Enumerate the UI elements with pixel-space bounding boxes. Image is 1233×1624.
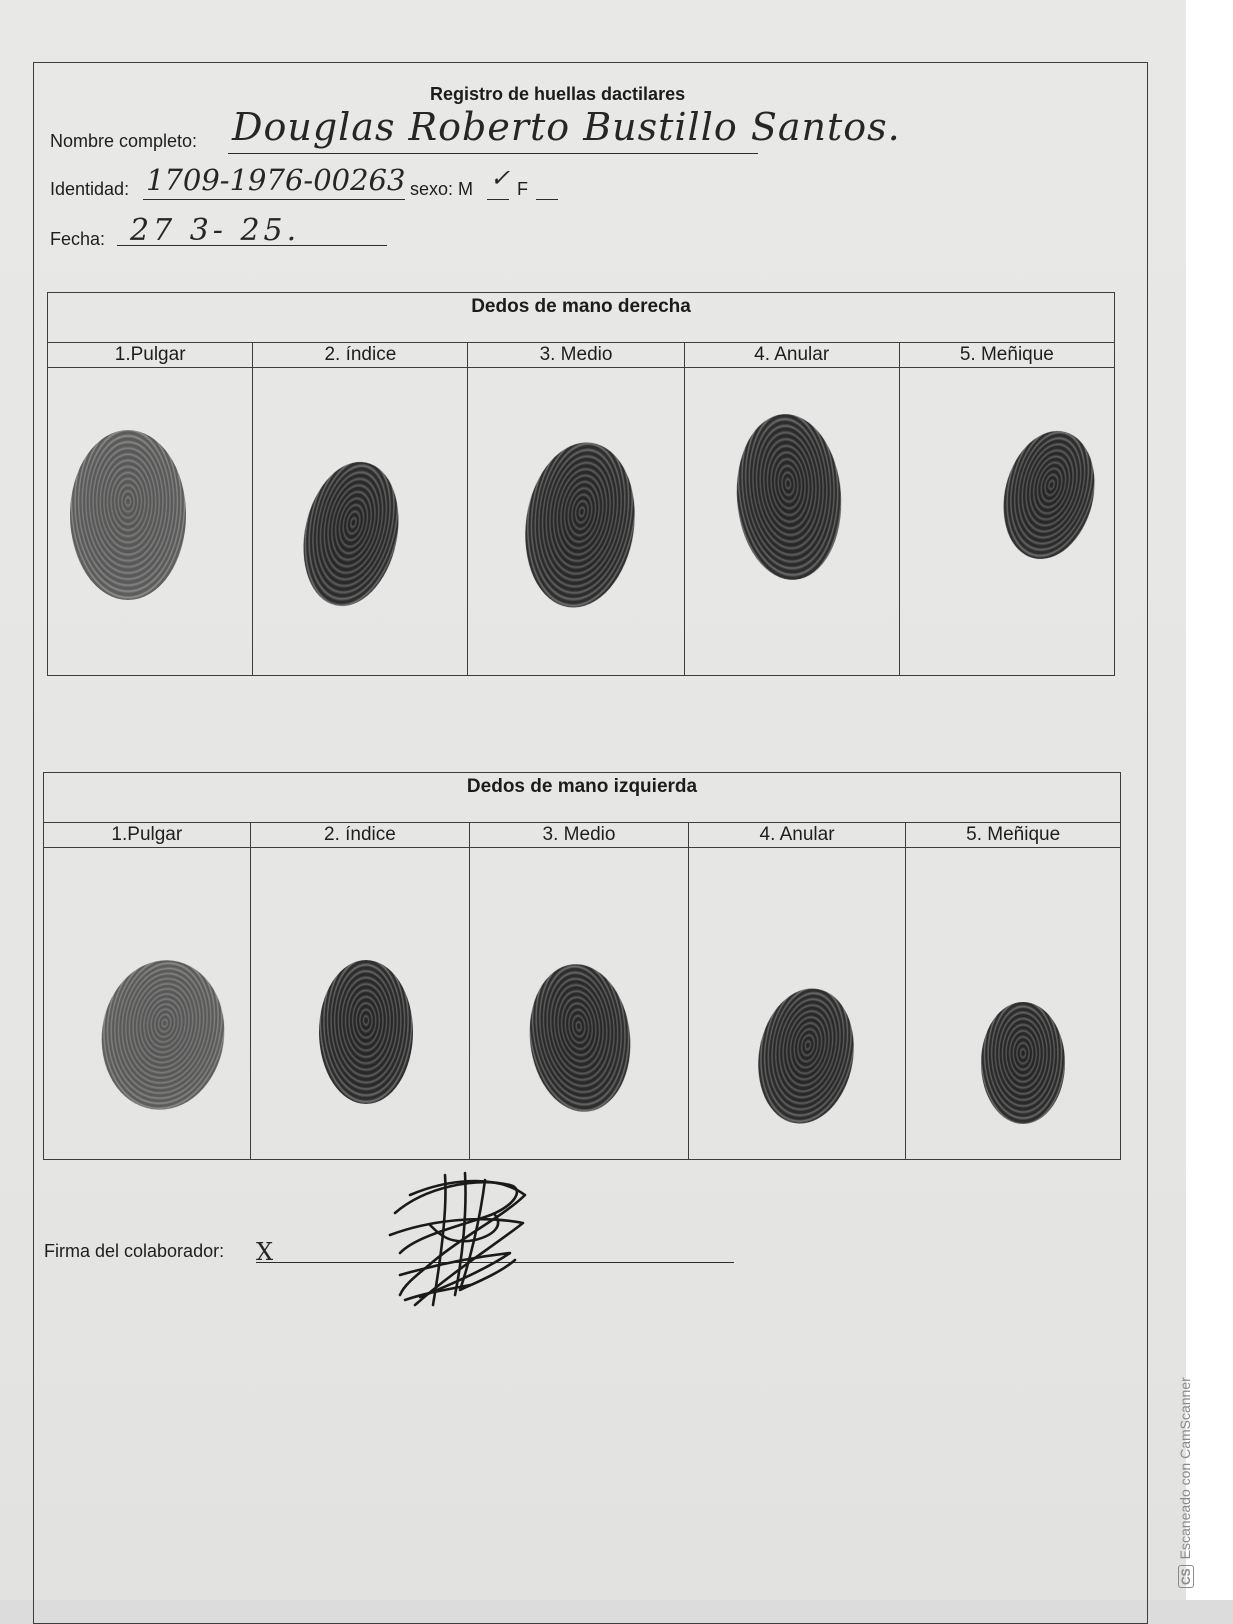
left-little-cell — [906, 848, 1121, 1160]
identity-value: 1709-1976-00263 — [146, 163, 406, 197]
left-ring-fingerprint — [748, 981, 864, 1131]
sex-label: sexo: M — [410, 179, 474, 199]
left-ring-label: 4. Anular — [688, 823, 906, 848]
left-ring-cell — [688, 848, 906, 1160]
left-hand-table — [43, 772, 1121, 1160]
identity-underline — [143, 199, 405, 200]
document-title: Registro de huellas dactilares — [430, 84, 686, 104]
right-index-label: 2. índice — [253, 343, 468, 368]
left-index-label: 2. índice — [250, 823, 470, 848]
left-thumb-fingerprint — [92, 952, 234, 1118]
left-middle-label: 3. Medio — [470, 823, 689, 848]
right-hand-table — [47, 292, 1115, 676]
right-little-label: 5. Meñique — [899, 343, 1114, 368]
date-label: Fecha: — [50, 229, 106, 249]
date-value: 27 3- 25. — [130, 213, 301, 248]
sex-f-label: F — [517, 179, 528, 199]
right-ring-fingerprint — [731, 411, 846, 584]
right-thumb-label: 1.Pulgar — [48, 343, 253, 368]
sex-m-underline — [487, 199, 509, 200]
left-middle-fingerprint — [523, 959, 638, 1117]
identity-label: Identidad: — [50, 179, 130, 199]
camscanner-logo-icon: CS — [1178, 1565, 1194, 1588]
watermark-text: Escaneado con CamScanner — [1177, 1377, 1193, 1560]
signature-label: Firma del colaborador: — [44, 1241, 225, 1261]
left-middle-cell — [470, 848, 689, 1160]
camscanner-watermark — [1177, 1377, 1194, 1588]
left-thumb-cell — [44, 848, 251, 1160]
right-middle-cell — [468, 368, 684, 676]
right-thumb-cell — [48, 368, 253, 676]
right-index-cell — [253, 368, 468, 676]
name-label: Nombre completo: — [50, 131, 198, 151]
right-middle-label: 3. Medio — [468, 343, 684, 368]
sex-f-underline — [536, 199, 558, 200]
scan-margin — [1186, 0, 1233, 1600]
right-middle-fingerprint — [515, 435, 645, 614]
right-index-fingerprint — [291, 453, 411, 615]
left-hand-heading: Dedos de mano izquierda — [44, 773, 1121, 823]
right-thumb-fingerprint — [70, 430, 186, 600]
left-index-cell — [250, 848, 470, 1160]
left-little-label: 5. Meñique — [906, 823, 1121, 848]
name-underline — [228, 153, 758, 154]
left-thumb-label: 1.Pulgar — [44, 823, 251, 848]
left-little-fingerprint — [981, 1002, 1065, 1124]
left-index-fingerprint — [319, 960, 413, 1104]
right-little-fingerprint — [990, 421, 1107, 568]
right-hand-heading: Dedos de mano derecha — [48, 293, 1115, 343]
signature-scribble — [375, 1165, 535, 1320]
signature-x-mark: X — [256, 1238, 274, 1266]
name-value: Douglas Roberto Bustillo Santos. — [232, 105, 901, 149]
right-ring-label: 4. Anular — [684, 343, 899, 368]
right-little-cell — [899, 368, 1114, 676]
right-ring-cell — [684, 368, 899, 676]
sex-check-mark: ✓ — [490, 164, 511, 192]
